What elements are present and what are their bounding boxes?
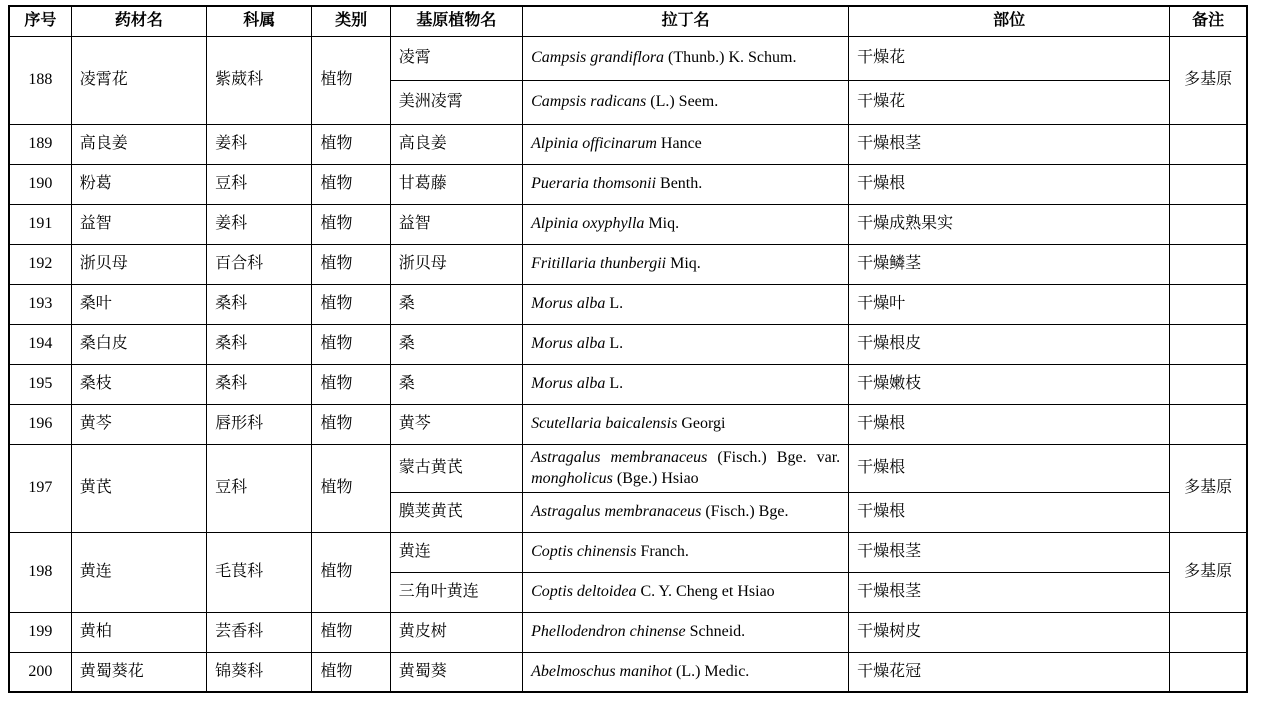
remark-cell [1170, 164, 1247, 204]
plant-name-cell: 高良姜 [390, 124, 522, 164]
herb-name-cell: 粉葛 [71, 164, 206, 204]
column-header-7: 部位 [849, 6, 1170, 36]
category-cell: 植物 [312, 204, 390, 244]
table-row [9, 444, 1247, 492]
part-cell: 干燥花 [849, 80, 1170, 124]
herb-name-cell: 桑枝 [71, 364, 206, 404]
family-cell: 锦葵科 [207, 652, 312, 692]
plant-name-cell: 益智 [390, 204, 522, 244]
part-cell: 干燥根 [849, 444, 1170, 492]
table-row [9, 284, 1247, 324]
table-row [9, 532, 1247, 572]
herb-name-cell: 黄连 [71, 532, 206, 612]
remark-cell [1170, 324, 1247, 364]
part-cell: 干燥根茎 [849, 532, 1170, 572]
category-cell: 植物 [312, 164, 390, 204]
category-cell: 植物 [312, 612, 390, 652]
latin-name-cell: Morus alba L. [523, 284, 849, 324]
column-header-4: 类别 [312, 6, 390, 36]
remark-cell [1170, 284, 1247, 324]
category-cell: 植物 [312, 36, 390, 124]
latin-name-cell: Abelmoschus manihot (L.) Medic. [523, 652, 849, 692]
latin-name-cell: Campsis radicans (L.) Seem. [523, 80, 849, 124]
plant-name-cell: 甘葛藤 [390, 164, 522, 204]
table-row [9, 244, 1247, 284]
remark-cell [1170, 404, 1247, 444]
column-header-1: 序号 [9, 6, 71, 36]
part-cell: 干燥花 [849, 36, 1170, 80]
part-cell: 干燥根 [849, 164, 1170, 204]
plant-name-cell: 桑 [390, 364, 522, 404]
latin-name-cell: Alpinia officinarum Hance [523, 124, 849, 164]
plant-name-cell: 蒙古黄芪 [390, 444, 522, 492]
family-cell: 芸香科 [207, 612, 312, 652]
part-cell: 干燥根皮 [849, 324, 1170, 364]
family-cell: 姜科 [207, 124, 312, 164]
header-row [9, 6, 1247, 36]
remark-cell: 多基原 [1170, 444, 1247, 532]
column-header-6: 拉丁名 [523, 6, 849, 36]
row-number-cell: 193 [9, 284, 71, 324]
column-header-2: 药材名 [71, 6, 206, 36]
part-cell: 干燥根茎 [849, 124, 1170, 164]
remark-cell [1170, 244, 1247, 284]
part-cell: 干燥根茎 [849, 572, 1170, 612]
row-number-cell: 188 [9, 36, 71, 124]
category-cell: 植物 [312, 364, 390, 404]
family-cell: 百合科 [207, 244, 312, 284]
latin-name-cell: Coptis deltoidea C. Y. Cheng et Hsiao [523, 572, 849, 612]
latin-name-cell: Scutellaria baicalensis Georgi [523, 404, 849, 444]
column-header-5: 基原植物名 [390, 6, 522, 36]
family-cell: 桑科 [207, 324, 312, 364]
part-cell: 干燥叶 [849, 284, 1170, 324]
column-header-8: 备注 [1170, 6, 1247, 36]
remark-cell: 多基原 [1170, 532, 1247, 612]
row-number-cell: 194 [9, 324, 71, 364]
row-number-cell: 200 [9, 652, 71, 692]
latin-name-cell: Morus alba L. [523, 324, 849, 364]
category-cell: 植物 [312, 244, 390, 284]
row-number-cell: 191 [9, 204, 71, 244]
latin-name-cell: Fritillaria thunbergii Miq. [523, 244, 849, 284]
plant-name-cell: 黄蜀葵 [390, 652, 522, 692]
part-cell: 干燥鳞茎 [849, 244, 1170, 284]
part-cell: 干燥根 [849, 492, 1170, 532]
remark-cell [1170, 204, 1247, 244]
column-header-3: 科属 [207, 6, 312, 36]
family-cell: 姜科 [207, 204, 312, 244]
table-row [9, 404, 1247, 444]
remark-cell [1170, 364, 1247, 404]
table-body [9, 36, 1247, 692]
plant-name-cell: 黄芩 [390, 404, 522, 444]
family-cell: 豆科 [207, 164, 312, 204]
table-row [9, 164, 1247, 204]
plant-name-cell: 黄连 [390, 532, 522, 572]
herb-name-cell: 桑叶 [71, 284, 206, 324]
plant-name-cell: 桑 [390, 284, 522, 324]
herb-name-cell: 浙贝母 [71, 244, 206, 284]
part-cell: 干燥树皮 [849, 612, 1170, 652]
table-header [9, 6, 1247, 36]
table-row [9, 652, 1247, 692]
herb-name-cell: 黄柏 [71, 612, 206, 652]
category-cell: 植物 [312, 652, 390, 692]
category-cell: 植物 [312, 532, 390, 612]
family-cell: 毛茛科 [207, 532, 312, 612]
plant-name-cell: 浙贝母 [390, 244, 522, 284]
family-cell: 桑科 [207, 284, 312, 324]
table-row [9, 36, 1247, 80]
remark-cell [1170, 652, 1247, 692]
family-cell: 豆科 [207, 444, 312, 532]
table-row [9, 204, 1247, 244]
part-cell: 干燥成熟果实 [849, 204, 1170, 244]
latin-name-cell: Pueraria thomsonii Benth. [523, 164, 849, 204]
latin-name-cell: Astragalus membranaceus (Fisch.) Bge. [523, 492, 849, 532]
herb-name-cell: 黄芩 [71, 404, 206, 444]
table-row [9, 364, 1247, 404]
remark-cell: 多基原 [1170, 36, 1247, 124]
category-cell: 植物 [312, 284, 390, 324]
remark-cell [1170, 612, 1247, 652]
remark-cell [1170, 124, 1247, 164]
part-cell: 干燥花冠 [849, 652, 1170, 692]
latin-name-cell: Phellodendron chinense Schneid. [523, 612, 849, 652]
latin-name-cell: Morus alba L. [523, 364, 849, 404]
plant-name-cell: 桑 [390, 324, 522, 364]
latin-name-cell: Astragalus membranaceus (Fisch.) Bge. var. mongholicus (Bge.) Hsiao [523, 444, 849, 492]
herb-name-cell: 黄芪 [71, 444, 206, 532]
latin-name-cell: Campsis grandiflora (Thunb.) K. Schum. [523, 36, 849, 80]
plant-name-cell: 膜荚黄芪 [390, 492, 522, 532]
row-number-cell: 197 [9, 444, 71, 532]
herb-name-cell: 桑白皮 [71, 324, 206, 364]
herb-table [8, 5, 1248, 693]
herb-name-cell: 高良姜 [71, 124, 206, 164]
table-row [9, 124, 1247, 164]
herb-name-cell: 益智 [71, 204, 206, 244]
family-cell: 唇形科 [207, 404, 312, 444]
category-cell: 植物 [312, 124, 390, 164]
part-cell: 干燥嫩枝 [849, 364, 1170, 404]
plant-name-cell: 黄皮树 [390, 612, 522, 652]
plant-name-cell: 凌霄 [390, 36, 522, 80]
row-number-cell: 195 [9, 364, 71, 404]
category-cell: 植物 [312, 324, 390, 364]
table-row [9, 612, 1247, 652]
row-number-cell: 198 [9, 532, 71, 612]
category-cell: 植物 [312, 404, 390, 444]
table-row [9, 324, 1247, 364]
part-cell: 干燥根 [849, 404, 1170, 444]
herb-name-cell: 凌霄花 [71, 36, 206, 124]
plant-name-cell: 三角叶黄连 [390, 572, 522, 612]
row-number-cell: 190 [9, 164, 71, 204]
row-number-cell: 189 [9, 124, 71, 164]
herb-name-cell: 黄蜀葵花 [71, 652, 206, 692]
row-number-cell: 199 [9, 612, 71, 652]
plant-name-cell: 美洲凌霄 [390, 80, 522, 124]
row-number-cell: 196 [9, 404, 71, 444]
latin-name-cell: Alpinia oxyphylla Miq. [523, 204, 849, 244]
family-cell: 紫葳科 [207, 36, 312, 124]
family-cell: 桑科 [207, 364, 312, 404]
category-cell: 植物 [312, 444, 390, 532]
row-number-cell: 192 [9, 244, 71, 284]
latin-name-cell: Coptis chinensis Franch. [523, 532, 849, 572]
